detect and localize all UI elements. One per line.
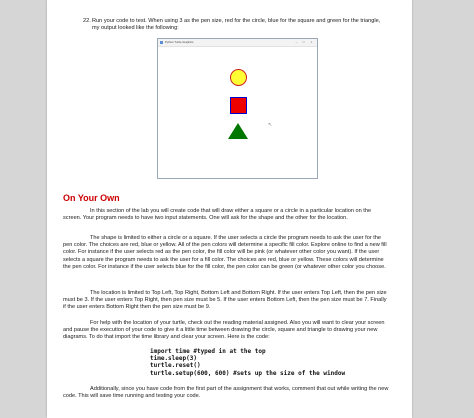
step-number: 22. xyxy=(83,18,91,24)
step-22 xyxy=(83,18,388,32)
paragraph-shape: The shape is limited to either a circle or a square. If the user selects a circle the program needs to ask the user for the pen color. The choices are red, blue or yellow. All of the pen colors will determine a specific fill color. Explore online to find a new fill color. For instance if the user selects red as the pen color, the fill color will be pink (or whatever other color you want). If the user selects a square the program needs to ask the user for a fill color. The choices are red, blue or yellow. These colors will determine the pen color. For instance if the user selects blue for the fill color, the pen color can be green (or whatever other color you choose. xyxy=(63,235,387,270)
paragraph-closing: Additionally, since you have code from the first part of the assignment that works, comment that out while writing the new code. This will save time running and testing your code. xyxy=(63,386,389,400)
document-page xyxy=(47,0,412,418)
paragraph-help: For help with the location of your turtle, check out the reading material assigned. Also you will want to clear your screen and pause the execution of your code to give it a little time between drawing the circle, square and triangle to drawing your new diagrams. To do that import the time library and clear your screen. Here is the code: xyxy=(63,320,385,341)
code-snippet: import time #typed in at the top time.sleep(3) turtle.reset() turtle.setup(600, 600) #sets up the size of the window xyxy=(150,348,346,377)
green-triangle-shape xyxy=(228,123,248,139)
paragraph-intro: In this section of the lab you will create code that will draw either a square or a circle in a particular location on the screen. Your program needs to have two input statements. One will ask for the shape and the other for the location. xyxy=(63,208,372,222)
maximize-icon: □ xyxy=(302,40,305,44)
yellow-circle-shape xyxy=(230,69,247,86)
window-title: Python Turtle Graphics xyxy=(165,40,194,44)
minimize-icon: – xyxy=(295,40,298,44)
paragraph-location: The location is limited to Top Left, Top Right, Bottom Left and Bottom Right. If the user enters Top Left, then the pen size must be 3. If the user enters Top Right, then pen size must be 5. If the user enters Bottom Left, then the pen size must be 7. Finally if the user enters Bottom Right then the pen size must be 9. xyxy=(63,290,387,311)
step-text: Run your code to test. When using 3 as the pen size, red for the circle, blue for the square and green for the triangle, my output looked like the following: xyxy=(92,18,381,32)
section-heading: On Your Own xyxy=(63,193,120,203)
window-titlebar xyxy=(158,39,317,47)
turtle-output-screenshot xyxy=(157,38,318,179)
red-square-shape xyxy=(230,97,247,114)
mouse-cursor-icon: ↖ xyxy=(268,122,273,128)
close-icon: × xyxy=(310,40,313,44)
python-app-icon xyxy=(160,41,163,44)
